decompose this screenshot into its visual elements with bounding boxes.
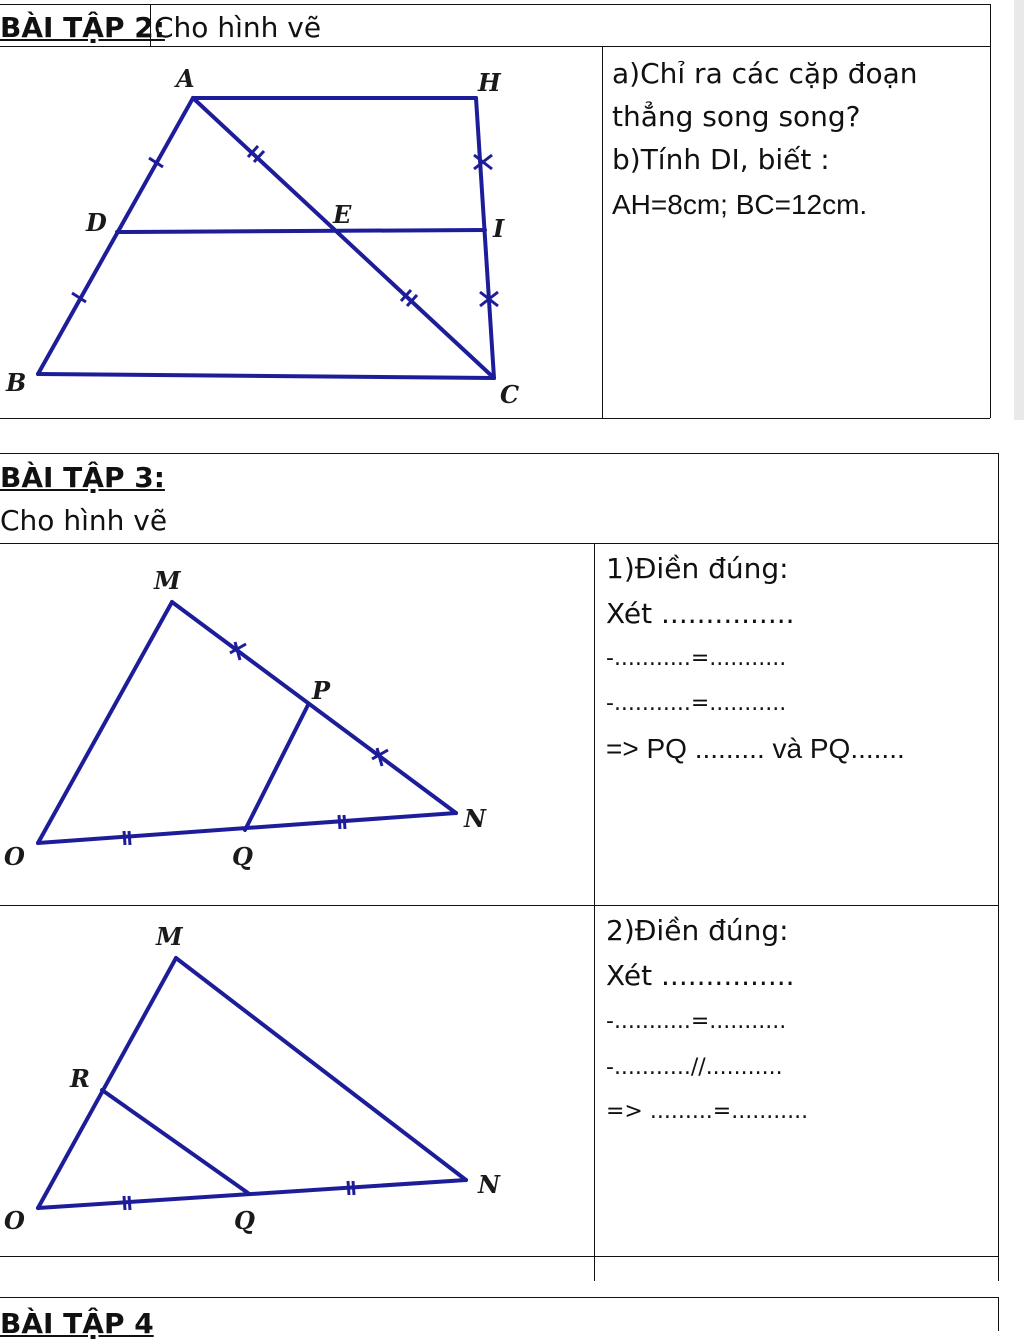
- ex4-right-border: [998, 1297, 999, 1331]
- ex3-subtitle: Cho hình vẽ: [0, 504, 168, 537]
- ex2-label-C: C: [500, 380, 520, 409]
- ex2-right-border: [990, 4, 991, 418]
- ex4-title: BÀI TẬP 4: [0, 1307, 154, 1340]
- ex3-part2-heading: 2)Điền đúng:: [606, 914, 789, 947]
- ex2-label-B: B: [6, 368, 27, 397]
- ex4-top-border: [0, 1297, 998, 1298]
- ex3-part2-line4: => .........=...........: [606, 1099, 809, 1124]
- ex2-question-b-line2: AH=8cm; BC=12cm.: [612, 189, 868, 220]
- ex3-fig1-label-M: M: [154, 566, 181, 595]
- page-edge-shade: [1014, 0, 1024, 420]
- ex2-col-divider: [602, 46, 603, 418]
- ex2-label-I: I: [493, 214, 505, 243]
- ex2-question-a-line1: a)Chỉ ra các cặp đoạn: [612, 57, 918, 90]
- ex3-col-divider: [594, 543, 595, 1281]
- ex3-part1-heading: 1)Điền đúng:: [606, 552, 789, 585]
- ex3-fig2-label-R: R: [70, 1064, 90, 1093]
- ex3-part1-line1: Xét ...............: [606, 597, 795, 630]
- ex2-label-E: E: [333, 200, 352, 229]
- ex3-fig2-label-M: M: [156, 922, 183, 951]
- ex3-part1-line3: -...........=...........: [606, 691, 787, 716]
- ex2-label-H: H: [478, 68, 501, 97]
- ex2-label-D: D: [86, 208, 107, 237]
- ex3-part1-line4: => PQ ......... và PQ.......: [606, 733, 905, 764]
- ex3-fig1-label-O: O: [4, 842, 25, 871]
- ex2-label-A: A: [176, 64, 195, 93]
- ex3-part2-line2: -...........=...........: [606, 1009, 787, 1034]
- ex2-question-b-line1: b)Tính DI, biết :: [612, 143, 830, 176]
- ex2-title-rest: Cho hình vẽ: [154, 11, 322, 44]
- ex3-fig2-label-N: N: [478, 1170, 500, 1199]
- ex3-part2-line3: -...........//...........: [606, 1055, 783, 1080]
- ex3-bottom-border: [0, 1256, 998, 1257]
- ex3-part2-line1: Xét ...............: [606, 959, 795, 992]
- ex3-part1-line2: -...........=...........: [606, 646, 787, 671]
- ex3-fig1-label-N: N: [464, 804, 486, 833]
- ex3-fig2-label-Q: Q: [234, 1206, 255, 1235]
- ex2-title: BÀI TẬP 2:: [0, 11, 165, 44]
- ex3-title: BÀI TẬP 3:: [0, 461, 165, 494]
- ex2-question-a-line2: thẳng song song?: [612, 100, 861, 133]
- ex3-fig1-label-Q: Q: [232, 842, 253, 871]
- ex3-right-border: [998, 453, 999, 1281]
- ex3-fig2-label-O: O: [4, 1206, 25, 1235]
- ex3-fig1-label-P: P: [312, 676, 331, 705]
